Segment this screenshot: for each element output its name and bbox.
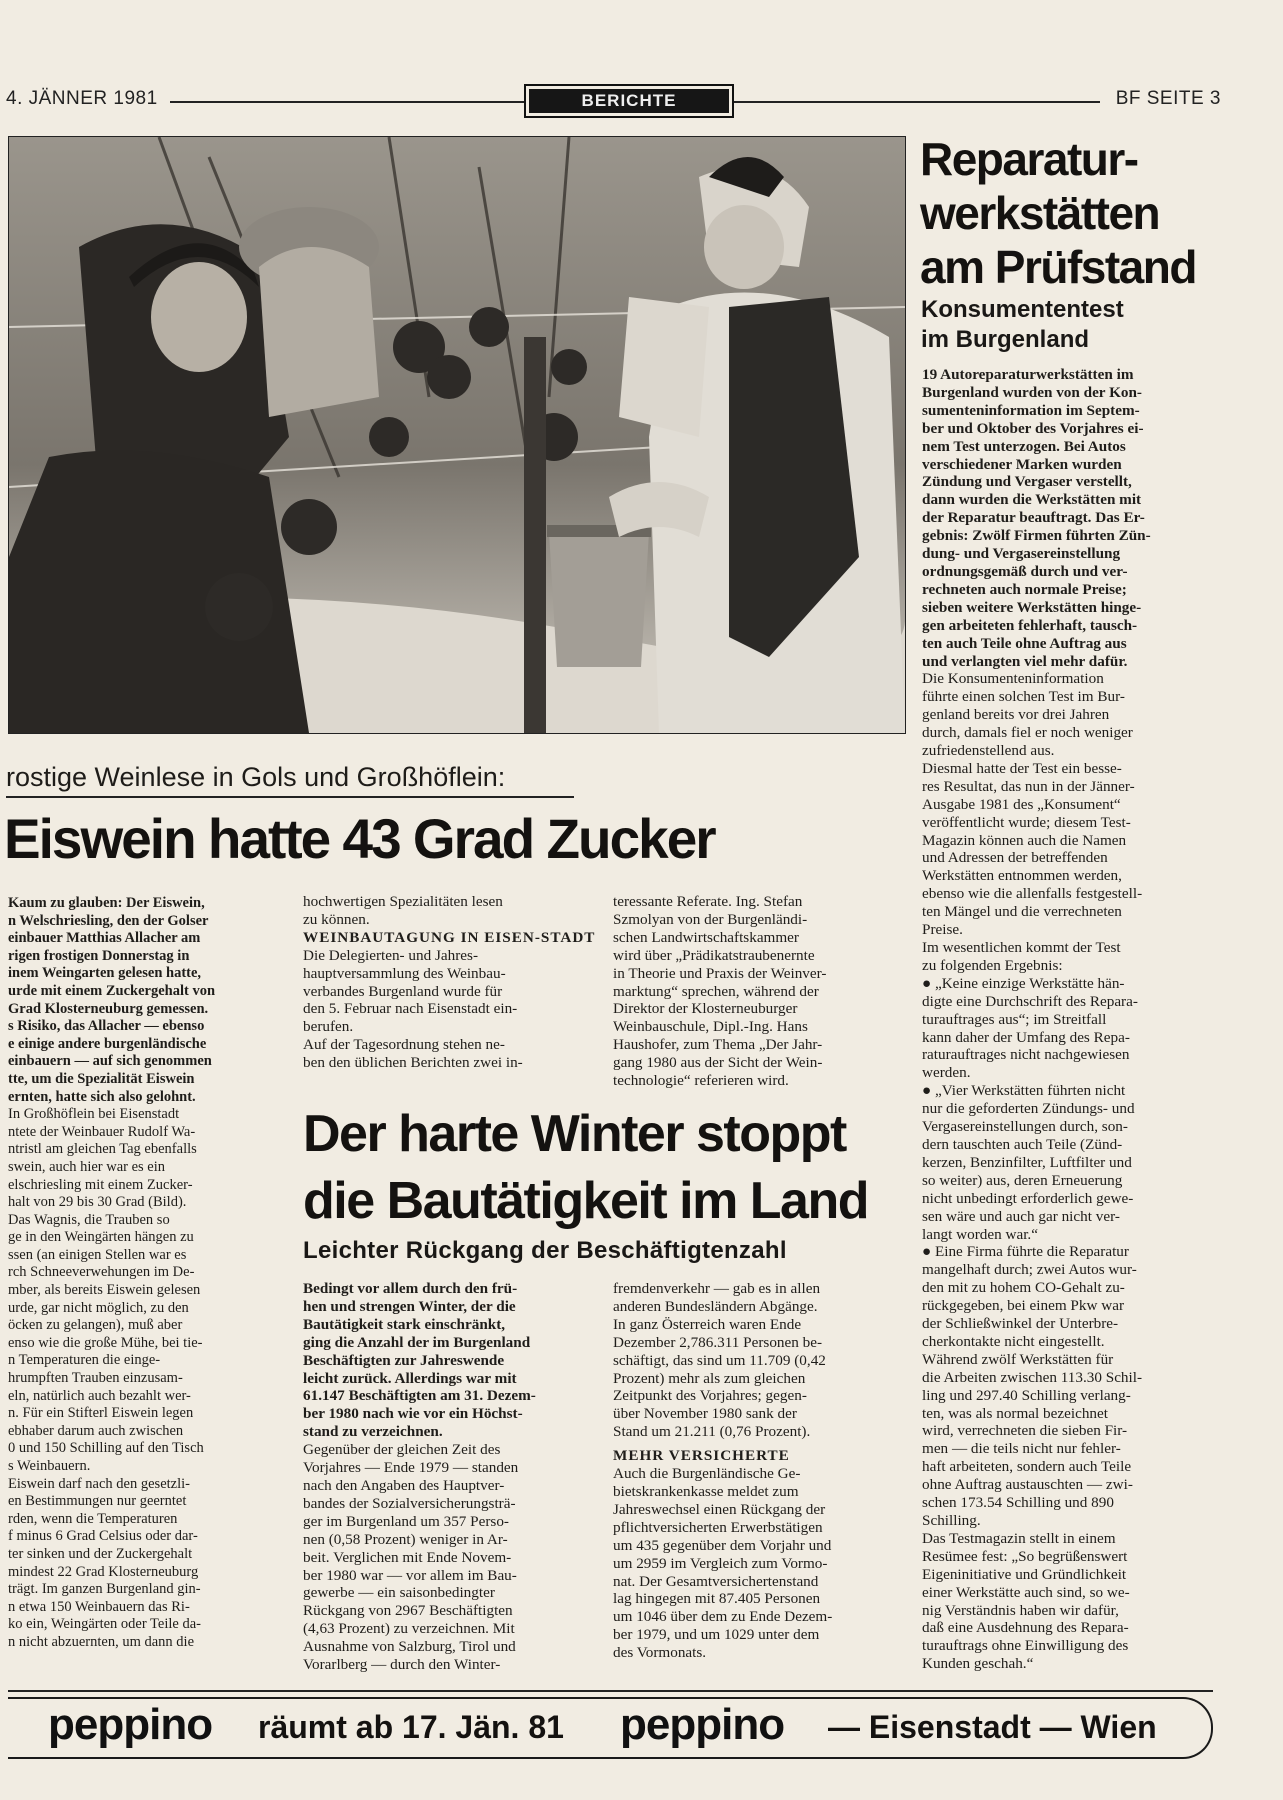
eiswein-body-line: wird über „Prädikatstraubenernte xyxy=(613,946,815,964)
kicker-rule xyxy=(6,796,574,798)
eiswein-body-line: hrumpften Trauben einzusam- xyxy=(8,1370,183,1387)
reparatur-body-line: kann daher der Umfang des Repa- xyxy=(922,1028,1130,1046)
reparatur-lead-line: ten auch Teile ohne Auftrag aus xyxy=(922,634,1127,652)
winter-body-1 xyxy=(303,1441,593,1674)
reparatur-body-line: Das Testmagazin stellt in einem xyxy=(922,1529,1116,1547)
eiswein-body-line: ter sinken und der Zuckergehalt xyxy=(8,1545,193,1562)
eiswein-body-line: n nicht abzuernten, um dann die xyxy=(8,1633,195,1650)
eiswein-lead-line: tte, um die Spezialität Eiswein xyxy=(8,1070,195,1087)
eiswein-column-3 xyxy=(613,893,905,1090)
reparatur-body-line: durch, damals fiel er noch weniger xyxy=(922,724,1133,742)
section-tag xyxy=(524,84,734,118)
reparatur-body-line: ohne Auftrag austauschten — zwi- xyxy=(922,1476,1133,1494)
eiswein-body-line: rden, wenn die Temperaturen xyxy=(8,1510,178,1527)
eiswein-body-line: ge in den Weingärten hängen zu xyxy=(8,1229,194,1246)
reparatur-body-line: Im wesentlichen kommt der Test xyxy=(922,939,1121,956)
winter-body-line: Stand um 21.211 (0,76 Prozent). xyxy=(613,1423,811,1441)
reparatur-lead-line: 19 Autoreparaturwerkstätten im xyxy=(922,366,1134,383)
eiswein-body-line: ben den üblichen Berichten zwei in- xyxy=(303,1054,523,1072)
eiswein-lead-line: ernten, hatte sich also gelohnt. xyxy=(8,1088,196,1105)
winter-body-line: nen (0,58 Prozent) weniger in Ar- xyxy=(303,1530,508,1548)
reparatur-lead-line: Burgenland wurden von der Kon- xyxy=(922,383,1142,401)
winter-body-2b xyxy=(613,1465,905,1662)
reparatur-lead-line: ordnungsgemäß durch und ver- xyxy=(922,562,1128,580)
reparatur-lead-line: ber und Oktober des Vorjahres ei- xyxy=(922,419,1144,437)
reparatur-body-line: Vergasereinstellungen durch, son- xyxy=(922,1118,1128,1136)
eiswein-lead-line: Grad Klosterneuburg gemessen. xyxy=(8,1000,209,1017)
winter-lead-line: ber 1980 nach wie vor ein Höchst- xyxy=(303,1405,523,1423)
eiswein-column-1 xyxy=(8,895,286,1652)
eiswein-body-line: Direktor der Klosterneuburger xyxy=(613,1000,798,1018)
winter-headline-line-2: die Bautätigkeit im Land xyxy=(303,1172,868,1230)
reparatur-lead-line: der Reparatur beauftragt. Das Er- xyxy=(922,509,1145,527)
winter-lead-line: Bedingt vor allem durch den frü- xyxy=(303,1280,518,1297)
winter-body-line: (4,63 Prozent) zu verzeichnen. Mit xyxy=(303,1620,515,1638)
winter-body-2a xyxy=(613,1280,905,1441)
winter-body-line: anderen Bundesländern Abgänge. xyxy=(613,1297,818,1315)
eiswein-body-line: mindest 22 Grad Klosterneuburg xyxy=(8,1563,199,1580)
winter-body-line: Gegenüber der gleichen Zeit des xyxy=(303,1441,501,1459)
winter-body-line: ber 1980 war — vor allem im Bau- xyxy=(303,1566,517,1584)
winter-body-line: schäftigt, das sind um 11.709 (0,42 xyxy=(613,1351,826,1369)
reparatur-headline-line-3: am Prüfstand xyxy=(920,241,1196,293)
eiswein-lead-line: e einige andere burgenländische xyxy=(8,1035,207,1052)
eiswein-body-2b xyxy=(303,947,596,1072)
reparatur-body-line: Magazin können auch die Namen xyxy=(922,831,1127,849)
reparatur-body-line: zufriedenstellend aus. xyxy=(922,742,1055,760)
reparatur-body-line: Die Konsumenteninformation xyxy=(922,670,1104,688)
winter-body-line: In ganz Österreich waren Ende xyxy=(613,1315,802,1333)
eiswein-lead-line: einbauer Matthias Allacher am xyxy=(8,930,201,947)
reparatur-column xyxy=(922,366,1222,1673)
winter-body-line: gewerbe — ein saisonbedingter xyxy=(303,1584,495,1602)
eiswein-headline: Eiswein hatte 43 Grad Zucker xyxy=(4,807,715,870)
reparatur-body-line: ● „Keine einzige Werkstätte hän- xyxy=(922,974,1125,992)
eiswein-body-line: f minus 6 Grad Celsius oder dar- xyxy=(8,1528,198,1545)
winter-body-line: beit. Verglichen mit Ende Novem- xyxy=(303,1548,512,1566)
eiswein-body-line: teressante Referate. Ing. Stefan xyxy=(613,893,803,910)
eiswein-body-line: swein, auch hier war es ein xyxy=(8,1158,166,1175)
header-rule-left xyxy=(170,101,524,103)
eiswein-body-line: ssen (an einigen Stellen war es xyxy=(8,1246,187,1263)
eiswein-body-line: zu können. xyxy=(303,910,370,928)
reparatur-lead-line: sumenteninformation im Septem- xyxy=(922,401,1140,419)
ad-text-left: räumt ab 17. Jän. 81 xyxy=(258,1709,564,1745)
eiswein-body-line: eln, natürlich auch bezahlt wer- xyxy=(8,1387,191,1404)
winter-body-line: Dezember 2,786.311 Personen be- xyxy=(613,1333,823,1351)
reparatur-body-line: schen 173.54 Schilling und 890 xyxy=(922,1494,1114,1512)
reparatur-body-line: Während zwölf Werkstätten für xyxy=(922,1350,1114,1368)
reparatur-body-line: die Arbeiten zwischen 113.30 Schil- xyxy=(922,1368,1143,1386)
winter-lead-line: Bautätigkeit stark einschränkt, xyxy=(303,1315,506,1333)
winter-subhead: Leichter Rückgang der Beschäftigtenzahl xyxy=(303,1237,787,1264)
winter-body-line: Jahreswechsel einen Rückgang der xyxy=(613,1500,826,1518)
eiswein-body-3 xyxy=(613,893,905,1090)
reparatur-body-line: daß eine Ausdehnung des Repara- xyxy=(922,1619,1129,1637)
header-rule-right xyxy=(734,101,1100,103)
winter-lead-line: ging die Anzahl der im Burgenland xyxy=(303,1333,531,1351)
winter-body-line: um 1046 über dem zu Ende Dezem- xyxy=(613,1608,833,1626)
reparatur-body-line: nicht unbedingt erforderlich gewe- xyxy=(922,1189,1134,1207)
eiswein-body-line: technologie“ referieren wird. xyxy=(613,1072,789,1090)
reparatur-body-line: nig Verständnis haben wir dafür, xyxy=(922,1601,1119,1619)
eiswein-body-line: verbandes Burgenland wurde für xyxy=(303,982,503,1000)
reparatur-body-line: res Resultat, das nun in der Jänner- xyxy=(922,777,1135,795)
reparatur-body-line: ling und 297.40 Schilling verlang- xyxy=(922,1386,1131,1404)
reparatur-lead-line: gebnis: Zwölf Firmen führten Zün- xyxy=(922,527,1151,545)
eiswein-body-line: en Bestimmungen nur geerntet xyxy=(8,1493,187,1510)
reparatur-body-line: langt worden war.“ xyxy=(922,1225,1038,1243)
eiswein-body-line: mber, als bereits Eiswein gelesen xyxy=(8,1282,201,1299)
reparatur-body-line: turauftrages aus“; im Streitfall xyxy=(922,1010,1107,1028)
reparatur-body-line: so weiter) aus, deren Erneuerung xyxy=(922,1171,1123,1189)
reparatur-lead-line: sieben weitere Werkstätten hinge- xyxy=(922,598,1142,616)
winter-body-line: Vorarlberg — durch den Winter- xyxy=(303,1656,501,1674)
eiswein-column-2 xyxy=(303,893,596,1072)
eiswein-body-line: In Großhöflein bei Eisenstadt xyxy=(8,1106,180,1123)
reparatur-body-line: raturauftrages nicht nachgewiesen xyxy=(922,1046,1130,1064)
reparatur-lead-line: verschiedener Marken wurden xyxy=(922,455,1122,473)
reparatur-body-line: Schilling. xyxy=(922,1512,981,1529)
reparatur-body-line: führte einen solchen Test im Bur- xyxy=(922,688,1125,706)
winter-body-line: bandes der Sozialversicherungsträ- xyxy=(303,1494,516,1512)
reparatur-body-line: haft arbeiteten, sondern auch Teile xyxy=(922,1458,1132,1476)
harvest-photo-image xyxy=(9,137,905,733)
winter-lead-line: stand zu verzeichnen. xyxy=(303,1423,443,1441)
reparatur-body-line: ● Eine Firma führte die Reparatur xyxy=(922,1243,1129,1261)
eiswein-lead-line: rigen frostigen Donnerstag in xyxy=(8,947,190,964)
winter-body-line: über November 1980 sank der xyxy=(613,1405,797,1423)
eiswein-body-line: marktung“ sprechen, während der xyxy=(613,982,819,1000)
reparatur-body-line: men — die teils nicht nur fehler- xyxy=(922,1440,1121,1458)
winter-lead-line: hen und strengen Winter, der die xyxy=(303,1297,516,1315)
reparatur-body-line: veröffentlicht wurde; diesem Test- xyxy=(922,813,1131,831)
eiswein-body-line: 0 und 150 Schilling auf den Tisch xyxy=(8,1440,204,1457)
reparatur-body-line: genland bereits vor drei Jahren xyxy=(922,706,1110,724)
section-label: BERICHTE xyxy=(529,89,729,113)
winter-column-2 xyxy=(613,1280,905,1662)
eiswein-body-line: elschriesling mit einem Zucker- xyxy=(8,1176,193,1193)
reparatur-body-line: Resümee fest: „So begrüßenswert xyxy=(922,1547,1128,1565)
eiswein-body-line: ko ein, Weingärten oder Teile da- xyxy=(8,1616,201,1633)
reparatur-body-line: der Schließwinkel der Unterbre- xyxy=(922,1315,1119,1333)
winter-body-line: bietskrankenkasse meldet zum xyxy=(613,1482,799,1500)
winter-body-line: um 2959 im Vergleich zum Vormo- xyxy=(613,1554,828,1572)
eiswein-body-line: schen Landwirtschaftskammer xyxy=(613,928,799,946)
eiswein-body-1 xyxy=(8,1106,286,1651)
eiswein-lead-line: n Welschriesling, den der Golser xyxy=(8,912,209,929)
winter-body-line: fremdenverkehr — gab es in allen xyxy=(613,1280,821,1297)
reparatur-subhead-1: Konsumententest xyxy=(921,296,1124,323)
peppino-logo-right: peppino xyxy=(620,1700,785,1749)
winter-lead-line: 61.147 Beschäftigten am 31. Dezem- xyxy=(303,1387,536,1405)
eiswein-lead-line: Kaum zu glauben: Der Eiswein, xyxy=(8,895,205,911)
eiswein-body-line: n etwa 150 Weinbauern das Ri- xyxy=(8,1598,190,1615)
eiswein-body-line: Das Wagnis, die Trauben so xyxy=(8,1211,170,1228)
reparatur-body xyxy=(922,670,1222,1673)
reparatur-body-line: und Adressen der betreffenden xyxy=(922,849,1108,867)
reparatur-body-line: kerzen, Benzinfilter, Luftfilter und xyxy=(922,1153,1132,1171)
eiswein-body-line: rch Schneeverwehungen im De- xyxy=(8,1264,195,1281)
reparatur-body-line: cherkontakte nicht eingestellt. xyxy=(922,1332,1105,1350)
eiswein-lead-line: inem Weingarten gelesen hatte, xyxy=(8,965,202,982)
winter-body-line: Ausnahme von Salzburg, Tirol und xyxy=(303,1638,516,1656)
reparatur-body-line: Eigeninitiative und Gründlichkeit xyxy=(922,1565,1127,1583)
reparatur-headline-line-2: werkstätten xyxy=(920,187,1160,239)
reparatur-body-line: ten Mängel und die verrechneten xyxy=(922,903,1122,921)
reparatur-lead-line: dung- und Vergasereinstellung xyxy=(922,545,1121,563)
harvest-photo xyxy=(8,136,906,734)
winter-body-line: Zeitpunkt des Vorjahres; gegen- xyxy=(613,1387,807,1405)
reparatur-body-line: Preise. xyxy=(922,921,963,939)
eiswein-body-line: halt von 29 bis 30 Grad (Bild). xyxy=(8,1194,187,1211)
winter-body-line: lag hingegen mit 87.405 Personen xyxy=(613,1590,821,1608)
ad-top-rule xyxy=(8,1690,1213,1692)
eiswein-kicker: rostige Weinlese in Gols und Großhöflein: xyxy=(6,762,506,792)
mehr-versicherte-subhead: MEHR VERSICHERTE xyxy=(613,1447,790,1465)
eiswein-lead-line: s Risiko, das Allacher — ebenso xyxy=(8,1018,205,1035)
reparatur-body-line: rückgegeben, bei einem Pkw war xyxy=(922,1297,1125,1315)
eiswein-body-line: ntete der Weinbauer Rudolf Wa- xyxy=(8,1123,196,1140)
reparatur-body-line: ● „Vier Werkstätten führten nicht xyxy=(922,1082,1126,1100)
page-number: BF SEITE 3 xyxy=(1115,88,1221,109)
eiswein-body-line: in Theorie und Praxis der Weinver- xyxy=(613,964,827,982)
winter-headline-line-1: Der harte Winter stoppt xyxy=(303,1105,846,1163)
winter-lead-line: Beschäftigten zur Jahreswende xyxy=(303,1351,505,1369)
reparatur-body-line: Ausgabe 1981 des „Konsument“ xyxy=(922,795,1121,813)
reparatur-lead-line: dann wurden die Werkstätten mit xyxy=(922,491,1142,509)
reparatur-body-line: mangelhaft durch; zwei Autos wur- xyxy=(922,1261,1137,1279)
reparatur-lead xyxy=(922,366,1222,670)
reparatur-body-line: digte eine Durchschrift des Repara- xyxy=(922,992,1138,1010)
eiswein-body-line: n Temperaturen die einge- xyxy=(8,1352,161,1369)
eiswein-lead-line: urde mit einem Zuckergehalt von xyxy=(8,982,216,999)
winter-body-line: nach den Angaben des Hauptver- xyxy=(303,1476,505,1494)
eiswein-body-line: Auf der Tagesordnung stehen ne- xyxy=(303,1036,505,1054)
winter-body-line: Rückgang von 2967 Beschäftigten xyxy=(303,1602,513,1620)
reparatur-body-line: werden. xyxy=(922,1064,971,1082)
reparatur-lead-line: gen arbeiteten fehlerhaft, tausch- xyxy=(922,616,1138,634)
reparatur-body-line: den mit zu hohem CO-Gehalt zu- xyxy=(922,1279,1125,1297)
reparatur-body-line: einer Werkstätte auch sind, so we- xyxy=(922,1583,1130,1601)
eiswein-body-line: ntristl am gleichen Tag ebenfalls xyxy=(8,1141,197,1158)
eiswein-body-line: n. Für ein Stifterl Eiswein legen xyxy=(8,1405,194,1422)
reparatur-body-line: Werkstätten entnommen werden, xyxy=(922,867,1122,885)
weinbautagung-subhead: WEINBAUTAGUNG IN EISEN-STADT xyxy=(303,928,596,946)
winter-body-line: Vorjahres — Ende 1979 — standen xyxy=(303,1459,519,1477)
reparatur-headline-line-1: Reparatur- xyxy=(920,133,1138,185)
eiswein-body-line: Eiswein darf nach den gesetzli- xyxy=(8,1475,190,1492)
eiswein-body-line: den 5. Februar nach Eisenstadt ein- xyxy=(303,1000,518,1018)
eiswein-body-line: öcken zu gelangen), muß aber xyxy=(8,1317,183,1334)
reparatur-body-line: ten, was als normal bezeichnet xyxy=(922,1404,1108,1422)
reparatur-body-line: sen wäre und auch gar nicht ver- xyxy=(922,1207,1120,1225)
reparatur-body-line: turauftrags ohne Einwilligung des xyxy=(922,1637,1129,1655)
reparatur-lead-line: nem Test unterzogen. Bei Autos xyxy=(922,437,1126,455)
reparatur-body-line: wird, verrechneten die sieben Fir- xyxy=(922,1422,1128,1440)
issue-date: 4. JÄNNER 1981 xyxy=(6,88,158,109)
reparatur-body-line: dern tauschten auch Teile (Zünd- xyxy=(922,1135,1123,1153)
winter-body-line: um 435 gegenüber dem Vorjahr und xyxy=(613,1536,832,1554)
peppino-logo-left: peppino xyxy=(48,1700,213,1749)
reparatur-body-line: nur die geforderten Zündungs- und xyxy=(922,1100,1135,1118)
reparatur-subhead-2: im Burgenland xyxy=(921,326,1090,353)
reparatur-lead-line: rechneten auch normale Preise; xyxy=(922,580,1127,598)
winter-body-line: pflichtversicherten Erwerbstätigen xyxy=(613,1518,823,1536)
eiswein-body-line: berufen. xyxy=(303,1018,354,1036)
winter-body-line: Auch die Burgenländische Ge- xyxy=(613,1465,801,1483)
eiswein-body-line: trägt. Im ganzen Burgenland gin- xyxy=(8,1581,201,1598)
eiswein-lead-line: einbauern — auf sich genommen xyxy=(8,1053,212,1070)
eiswein-body-line: s Weinbauern. xyxy=(8,1458,91,1474)
winter-body-line: ger im Burgenland um 357 Perso- xyxy=(303,1512,509,1530)
eiswein-body-line: Haushofer, zum Thema „Der Jahr- xyxy=(613,1036,823,1054)
winter-lead xyxy=(303,1280,593,1441)
eiswein-body-line: hauptversammlung des Weinbau- xyxy=(303,964,506,982)
eiswein-body-2a xyxy=(303,893,596,929)
eiswein-body-line: ebhaber darum auch zwischen xyxy=(8,1422,184,1439)
winter-body-line: nat. Der Gesamtversichertenstand xyxy=(613,1572,819,1590)
eiswein-body-line: gang 1980 aus der Sicht der Wein- xyxy=(613,1054,823,1072)
eiswein-body-line: Weinbauschule, Dipl.-Ing. Hans xyxy=(613,1018,808,1036)
winter-lead-line: leicht zurück. Allerdings war mit xyxy=(303,1369,517,1387)
eiswein-body-line: Szmolyan von der Burgenländi- xyxy=(613,910,808,928)
reparatur-body-line: Diesmal hatte der Test ein besse- xyxy=(922,759,1122,777)
reparatur-body-line: zu folgenden Ergebnis: xyxy=(922,956,1063,974)
reparatur-lead-line: Zündung und Vergaser verstellt, xyxy=(922,473,1132,491)
eiswein-body-line: Die Delegierten- und Jahres- xyxy=(303,946,479,964)
reparatur-body-line: ebenso wie die allenfalls festgestell- xyxy=(922,885,1143,903)
winter-column-1 xyxy=(303,1280,593,1674)
eiswein-body-line: enso wie die große Mühe, bei tie- xyxy=(8,1334,203,1351)
winter-body-line: Prozent) mehr als zum gleichen xyxy=(613,1369,806,1387)
eiswein-lead xyxy=(8,895,286,1106)
reparatur-body-line: Kunden geschah.“ xyxy=(922,1655,1034,1673)
ad-text-right: — Eisenstadt — Wien xyxy=(828,1709,1157,1745)
winter-body-line: ber 1979, und um 1029 unter dem xyxy=(613,1626,820,1644)
eiswein-body-line: urde, gar nicht möglich, zu den xyxy=(8,1299,189,1316)
eiswein-body-line: hochwertigen Spezialitäten lesen xyxy=(303,893,503,910)
reparatur-lead-line: und verlangten viel mehr dafür. xyxy=(922,652,1128,670)
winter-body-line: des Vormonats. xyxy=(613,1644,707,1662)
